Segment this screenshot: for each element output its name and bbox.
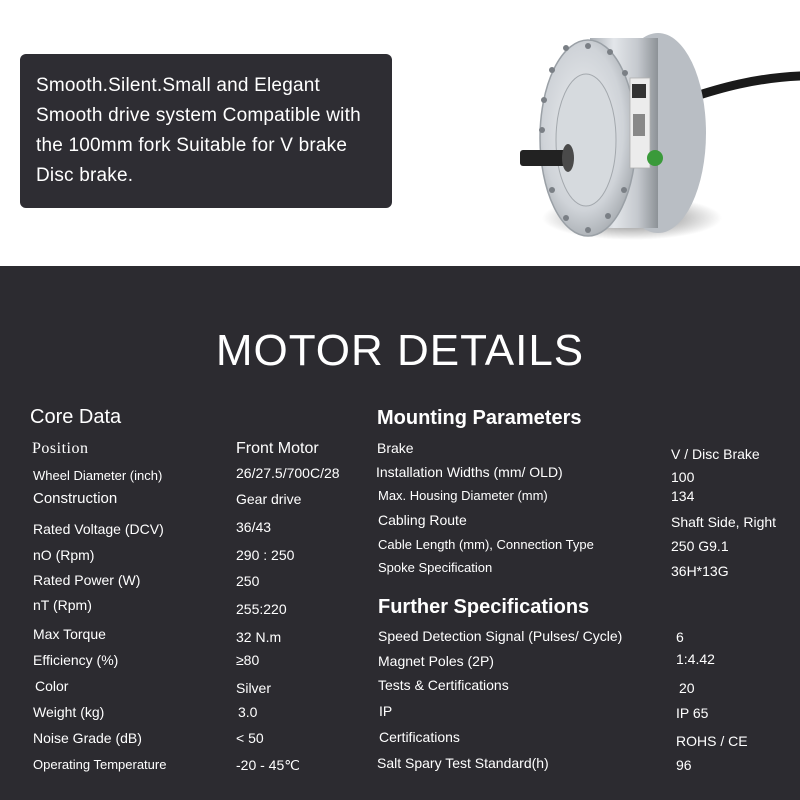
label-text-block [633, 114, 645, 136]
core-value: Silver [236, 680, 272, 696]
mounting-parameters-title: Mounting Parameters [377, 407, 582, 429]
motor-face-inner [556, 74, 616, 206]
core-label: Rated Power (W) [33, 572, 141, 588]
further-value: 1:4.42 [676, 651, 715, 667]
further-label: Salt Spary Test Standard(h) [377, 755, 549, 771]
core-value: 255:220 [236, 601, 287, 617]
mounting-value: V / Disc Brake [671, 446, 760, 462]
core-label: Max Torque [33, 626, 106, 642]
core-value: 26/27.5/700C/28 [236, 465, 340, 481]
core-value: 290 : 250 [236, 547, 295, 563]
core-value: 250 [236, 573, 260, 589]
further-specifications-title: Further Specifications [378, 596, 590, 618]
core-data-title: Core Data [30, 406, 122, 428]
callout-line: the 100mm fork Suitable for V brake [36, 135, 348, 156]
core-label: Position [32, 440, 89, 457]
core-value: Front Motor [236, 440, 319, 457]
core-label: Operating Temperature [33, 757, 167, 772]
mounting-value: 36H*13G [671, 563, 729, 579]
mounting-label: Max. Housing Diameter (mm) [378, 488, 548, 503]
feature-callout [20, 54, 392, 208]
core-value: 3.0 [238, 704, 258, 720]
core-value: Gear drive [236, 491, 302, 507]
further-value: IP 65 [676, 705, 709, 721]
further-value: 20 [679, 680, 695, 696]
further-label: Speed Detection Signal (Pulses/ Cycle) [378, 628, 623, 644]
further-label: Tests & Certifications [378, 677, 509, 693]
core-value: 32 N.m [236, 629, 282, 645]
mounting-label: Cable Length (mm), Connection Type [378, 537, 594, 552]
green-sticker [647, 150, 663, 166]
core-label: Color [35, 678, 69, 694]
further-value: ROHS / CE [676, 733, 748, 749]
mounting-value: 250 G9.1 [671, 538, 729, 554]
core-value: < 50 [236, 730, 264, 746]
callout-line: Smooth drive system Compatible with [36, 105, 361, 126]
core-value: ≥80 [236, 652, 260, 668]
core-label: Noise Grade (dB) [33, 730, 142, 746]
mounting-label: Cabling Route [378, 512, 467, 528]
callout-line: Disc brake. [36, 165, 134, 186]
further-label: IP [379, 703, 393, 719]
mounting-value: 134 [671, 488, 695, 504]
core-label: Rated Voltage (DCV) [33, 521, 164, 537]
cable [690, 76, 800, 98]
core-value: 36/43 [236, 519, 272, 535]
core-label: nT (Rpm) [33, 597, 92, 613]
core-value: -20 - 45℃ [236, 757, 300, 773]
top-banner [0, 0, 800, 266]
hub-motor-image [520, 18, 800, 248]
qr-code [632, 84, 646, 98]
further-label: Certifications [379, 729, 460, 745]
further-value: 6 [676, 629, 684, 645]
callout-line: Smooth.Silent.Small and Elegant [36, 75, 320, 96]
axle-nut [562, 144, 574, 172]
mounting-label: Brake [377, 440, 414, 456]
core-label: nO (Rpm) [33, 547, 95, 563]
further-value: 96 [676, 757, 692, 773]
core-label: Weight (kg) [33, 704, 105, 720]
mounting-label: Installation Widths (mm/ OLD) [376, 464, 563, 480]
mounting-value: Shaft Side, Right [671, 514, 777, 530]
axle [520, 150, 568, 166]
mounting-label: Spoke Specification [378, 560, 493, 575]
core-label: Wheel Diameter (inch) [33, 468, 163, 483]
details-panel [0, 266, 800, 800]
page-title: MOTOR DETAILS [215, 326, 585, 375]
mounting-value: 100 [671, 469, 695, 485]
core-label: Efficiency (%) [33, 652, 119, 668]
core-label: Construction [33, 490, 118, 507]
further-label: Magnet Poles (2P) [378, 653, 494, 669]
